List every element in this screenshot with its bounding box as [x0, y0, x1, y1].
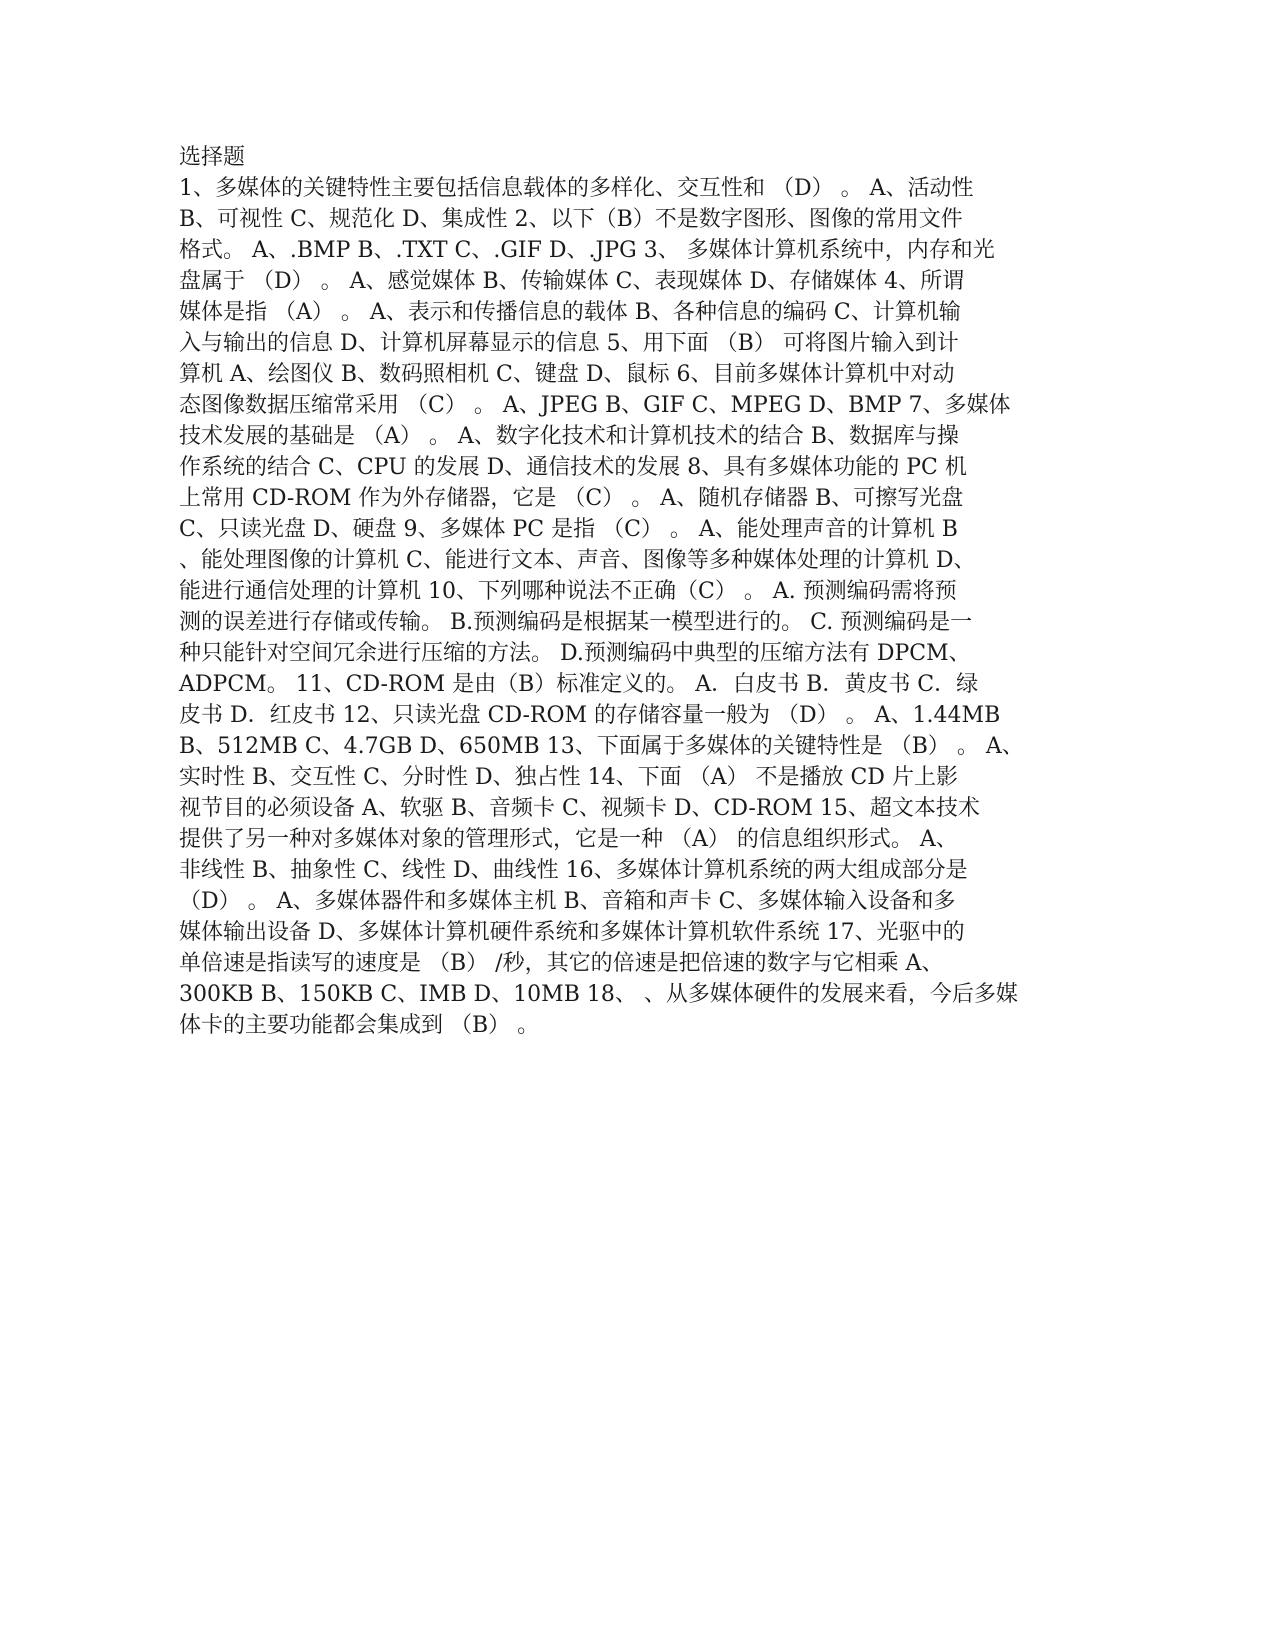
text-line: C、只读光盘 D、硬盘 9、多媒体 PC 是指 （C） 。 A、能处理声音的计算机 B: [179, 517, 958, 542]
text-line: 作系统的结合 C、CPU 的发展 D、通信技术的发展 8、具有多媒体功能的 PC 机: [179, 455, 967, 480]
document-heading: 选择题: [179, 145, 246, 170]
text-line: 媒体是指 （A） 。 A、表示和传播信息的载体 B、各种信息的编码 C、计算机输: [179, 300, 961, 325]
text-line: 、能处理图像的计算机 C、能进行文本、声音、图像等多种媒体处理的计算机 D、: [179, 548, 976, 573]
text-line: 种只能针对空间冗余进行压缩的方法。 D.预测编码中典型的压缩方法有 DPCM、: [179, 641, 971, 666]
text-line: （D） 。 A、多媒体器件和多媒体主机 B、音箱和声卡 C、多媒体输入设备和多: [179, 889, 956, 914]
text-line: 非线性 B、抽象性 C、线性 D、曲线性 16、多媒体计算机系统的两大组成部分是: [179, 858, 968, 883]
text-line: 皮书 D．红皮书 12、只读光盘 CD-ROM 的存储容量一般为 （D） 。 A、1.44MB: [179, 703, 1001, 728]
text-line: 实时性 B、交互性 C、分时性 D、独占性 14、下面 （A） 不是播放 CD 片上影: [179, 765, 958, 790]
text-line: 技术发展的基础是 （A） 。 A、数字化技术和计算机技术的结合 B、数据库与操: [179, 424, 959, 449]
text-line: 盘属于 （D） 。 A、感觉媒体 B、传输媒体 C、表现媒体 D、存储媒体 4、所谓: [179, 269, 965, 294]
text-line: 1、多媒体的关键特性主要包括信息载体的多样化、交互性和 （D） 。 A、活动性: [179, 176, 974, 201]
text-line: 算机 A、绘图仪 B、数码照相机 C、键盘 D、鼠标 6、目前多媒体计算机中对动: [179, 362, 955, 387]
text-line: 提供了另一种对多媒体对象的管理形式，它是一种 （A） 的信息组织形式。 A、: [179, 827, 958, 852]
text-line: 测的误差进行存储或传输。 B.预测编码是根据某一模型进行的。 C. 预测编码是一: [179, 610, 973, 635]
text-line: 态图像数据压缩常采用 （C） 。 A、JPEG B、GIF C、MPEG D、BMP 7、多媒体: [179, 393, 1011, 418]
document-body: [179, 142, 1059, 1041]
text-line: 单倍速是指读写的速度是 （B） /秒，其它的倍速是把倍速的数字与它相乘 A、: [179, 951, 944, 976]
text-line: 媒体输出设备 D、多媒体计算机硬件系统和多媒体计算机软件系统 17、光驱中的: [179, 920, 965, 945]
text-line: 上常用 CD-ROM 作为外存储器，它是 （C） 。 A、随机存储器 B、可擦写光盘: [179, 486, 964, 511]
text-line: 入与输出的信息 D、计算机屏幕显示的信息 5、用下面 （B） 可将图片输入到计: [179, 331, 959, 356]
text-line: ADPCM。 11、CD-ROM 是由（B）标准定义的。 A．白皮书 B．黄皮书 C．绿: [179, 672, 979, 697]
text-line: 视节目的必须设备 A、软驱 B、音频卡 C、视频卡 D、CD-ROM 15、超文本技术: [179, 796, 980, 821]
text-line: B、512MB C、4.7GB D、650MB 13、下面属于多媒体的关键特性是 （B） 。 A、: [179, 734, 1024, 759]
text-line: 能进行通信处理的计算机 10、下列哪种说法不正确（C） 。 A. 预测编码需将预: [179, 579, 957, 604]
text-line: B、可视性 C、规范化 D、集成性 2、以下（B）不是数字图形、图像的常用文件: [179, 207, 963, 232]
text-line: 300KB B、150KB C、IMB D、10MB 18、 、从多媒体硬件的发展来看，今后多媒: [179, 982, 1018, 1007]
text-line: 体卡的主要功能都会集成到 （B） 。: [179, 1013, 540, 1038]
text-line: 格式。 A、.BMP B、.TXT C、.GIF D、.JPG 3、 多媒体计算机系统中，内存和光: [179, 238, 995, 263]
